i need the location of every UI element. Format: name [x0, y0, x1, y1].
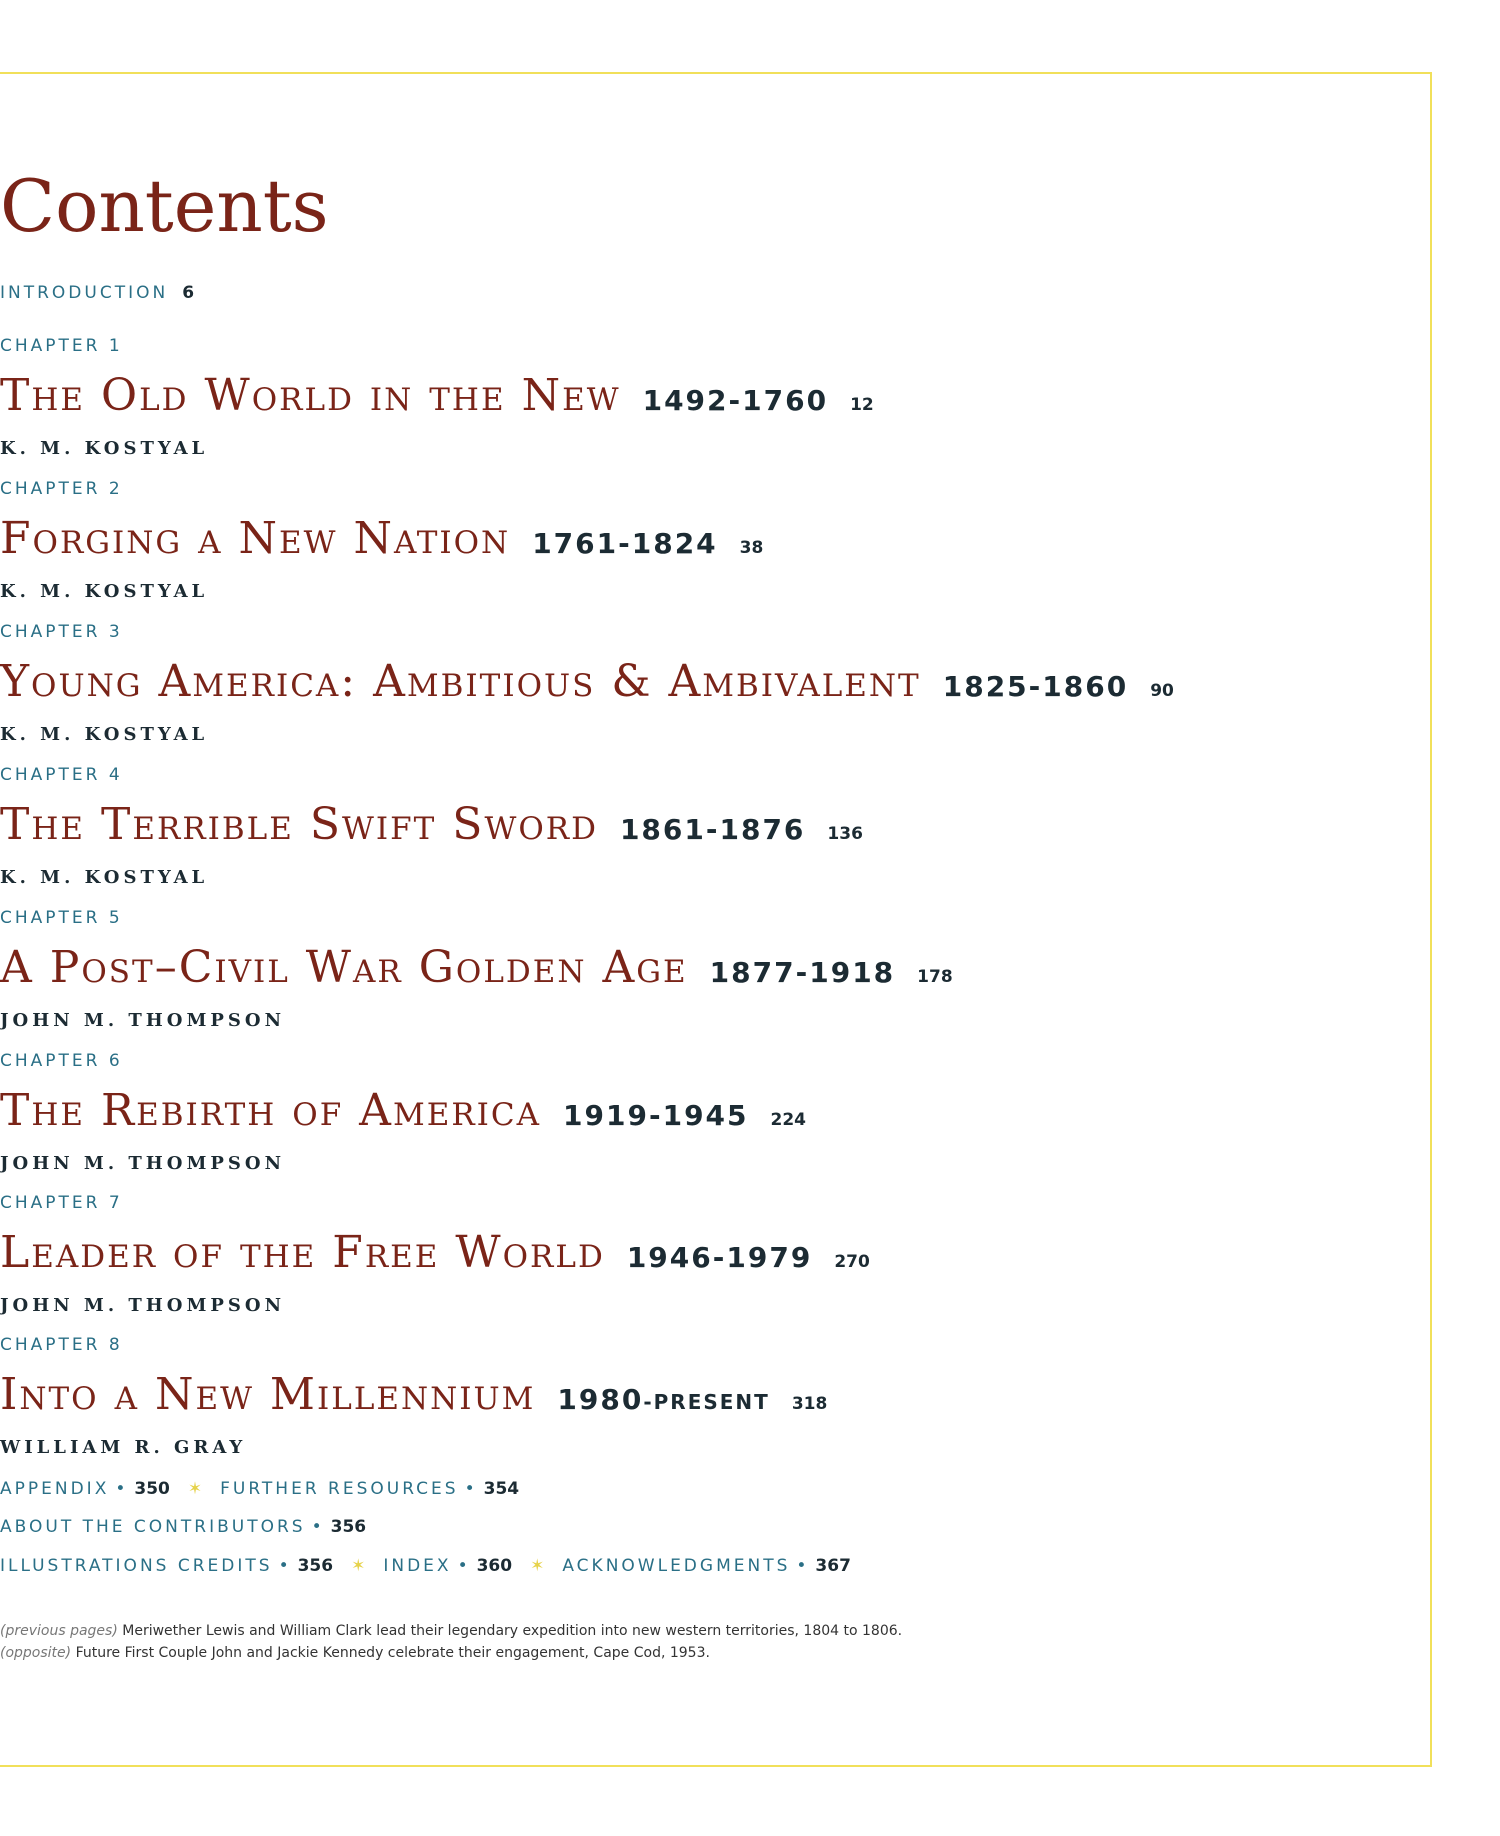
about-contributors-entry[interactable] [0, 1517, 366, 1537]
chapter-author: K. M. KOSTYAL [0, 867, 209, 888]
chapter-years: 1919-1945 [563, 1099, 749, 1132]
acknowledgments-page: 367 [815, 1556, 851, 1576]
illustrations-credits-entry[interactable] [0, 1556, 333, 1576]
chapter-years: 1861-1876 [619, 813, 806, 846]
further-resources-entry[interactable] [220, 1479, 519, 1499]
appendix-label: APPENDIX [0, 1479, 110, 1499]
chapter-years: 1825-1860 [942, 670, 1129, 703]
caption-line [0, 1642, 1470, 1664]
separator-dot: • [115, 1479, 129, 1499]
chapter-title: The Old World in the New [0, 370, 621, 421]
star-icon: ✶ [351, 1556, 366, 1576]
chapter-page: 270 [834, 1252, 870, 1272]
index-label: INDEX [383, 1556, 452, 1576]
chapter-years: 1492-1760 [642, 384, 829, 417]
chapter-label: CHAPTER 2 [0, 479, 123, 499]
chapter-author: K. M. KOSTYAL [0, 724, 209, 745]
chapter-entry-3[interactable] [0, 621, 1470, 747]
chapter-label: CHAPTER 8 [0, 1335, 123, 1355]
chapter-entry-5[interactable] [0, 907, 1470, 1033]
chapter-page: 90 [1150, 681, 1174, 701]
introduction-page: 6 [182, 283, 195, 303]
photo-captions [0, 1620, 1470, 1664]
chapter-years-suffix: -PRESENT [643, 1390, 770, 1414]
caption-text: Meriwether Lewis and William Clark lead their legendary expedition into new western territories, 1804 to 1806. [122, 1623, 903, 1639]
chapter-author: WILLIAM R. GRAY [0, 1437, 247, 1458]
chapter-label: CHAPTER 1 [0, 336, 123, 356]
caption-line [0, 1620, 1470, 1642]
back-matter-row-1 [0, 1478, 1470, 1500]
chapter-author: JOHN M. THOMPSON [0, 1010, 286, 1031]
chapter-label: CHAPTER 3 [0, 622, 123, 642]
caption-text: Future First Couple John and Jackie Kennedy celebrate their engagement, Cape Cod, 1953. [75, 1645, 710, 1661]
chapter-title: Leader of the Free World [0, 1227, 605, 1278]
separator-dot: • [278, 1556, 292, 1576]
chapter-entry-8[interactable] [0, 1334, 1470, 1460]
introduction-label: INTRODUCTION [0, 283, 169, 303]
illustrations-credits-page: 356 [297, 1556, 334, 1576]
star-icon: ✶ [530, 1556, 545, 1576]
chapter-page: 38 [739, 538, 764, 558]
about-contributors-label: ABOUT THE CONTRIBUTORS [0, 1517, 306, 1537]
appendix-page: 350 [134, 1479, 170, 1499]
chapter-entry-1[interactable] [0, 335, 1470, 461]
caption-lead: (previous pages) [0, 1623, 118, 1639]
chapter-entry-7[interactable] [0, 1192, 1470, 1318]
chapter-page: 224 [770, 1110, 807, 1130]
chapter-title: Forging a New Nation [0, 513, 511, 564]
chapter-entry-4[interactable] [0, 764, 1470, 890]
separator-dot: • [457, 1556, 471, 1576]
separator-dot: • [464, 1479, 478, 1499]
chapter-author: JOHN M. THOMPSON [0, 1295, 286, 1316]
chapter-title: The Rebirth of America [0, 1085, 542, 1136]
chapter-page: 178 [917, 967, 953, 987]
chapter-years [557, 1383, 769, 1416]
page-title: Contents [0, 164, 329, 248]
chapter-author: K. M. KOSTYAL [0, 438, 209, 459]
chapter-years-start: 1980 [557, 1383, 644, 1416]
chapter-label: CHAPTER 7 [0, 1193, 123, 1213]
chapter-author: K. M. KOSTYAL [0, 581, 209, 602]
index-page: 360 [476, 1556, 513, 1576]
acknowledgments-label: ACKNOWLEDGMENTS [562, 1556, 791, 1576]
back-matter-row-3 [0, 1555, 1470, 1577]
chapter-entry-6[interactable] [0, 1050, 1470, 1176]
chapter-page: 318 [791, 1394, 828, 1414]
chapter-years: 1946-1979 [626, 1241, 813, 1274]
chapter-title: Into a New Millennium [0, 1369, 536, 1420]
chapter-label: CHAPTER 6 [0, 1051, 123, 1071]
chapter-years: 1761-1824 [532, 527, 718, 560]
chapter-years: 1877-1918 [709, 956, 896, 989]
appendix-entry[interactable] [0, 1479, 170, 1499]
chapter-label: CHAPTER 4 [0, 765, 123, 785]
separator-dot: • [796, 1556, 810, 1576]
chapter-title: The Terrible Swift Sword [0, 799, 598, 850]
star-icon: ✶ [187, 1479, 203, 1499]
caption-lead: (opposite) [0, 1645, 72, 1661]
illustrations-credits-label: ILLUSTRATIONS CREDITS [0, 1556, 273, 1576]
further-resources-label: FURTHER RESOURCES [220, 1479, 459, 1499]
chapter-title: A Post–Civil War Golden Age [0, 942, 688, 993]
chapter-page: 136 [827, 824, 863, 844]
index-entry[interactable] [383, 1556, 512, 1576]
introduction-entry[interactable] [0, 283, 1470, 303]
chapter-entry-2[interactable] [0, 478, 1470, 604]
back-matter-row-2 [0, 1516, 1470, 1538]
further-resources-page: 354 [483, 1479, 520, 1499]
about-contributors-page: 356 [330, 1517, 367, 1537]
chapter-author: JOHN M. THOMPSON [0, 1153, 286, 1174]
chapter-label: CHAPTER 5 [0, 908, 123, 928]
chapter-page: 12 [850, 395, 874, 415]
chapter-title: Young America: Ambitious & Ambivalent [0, 656, 921, 707]
acknowledgments-entry[interactable] [562, 1556, 851, 1576]
separator-dot: • [311, 1517, 325, 1537]
